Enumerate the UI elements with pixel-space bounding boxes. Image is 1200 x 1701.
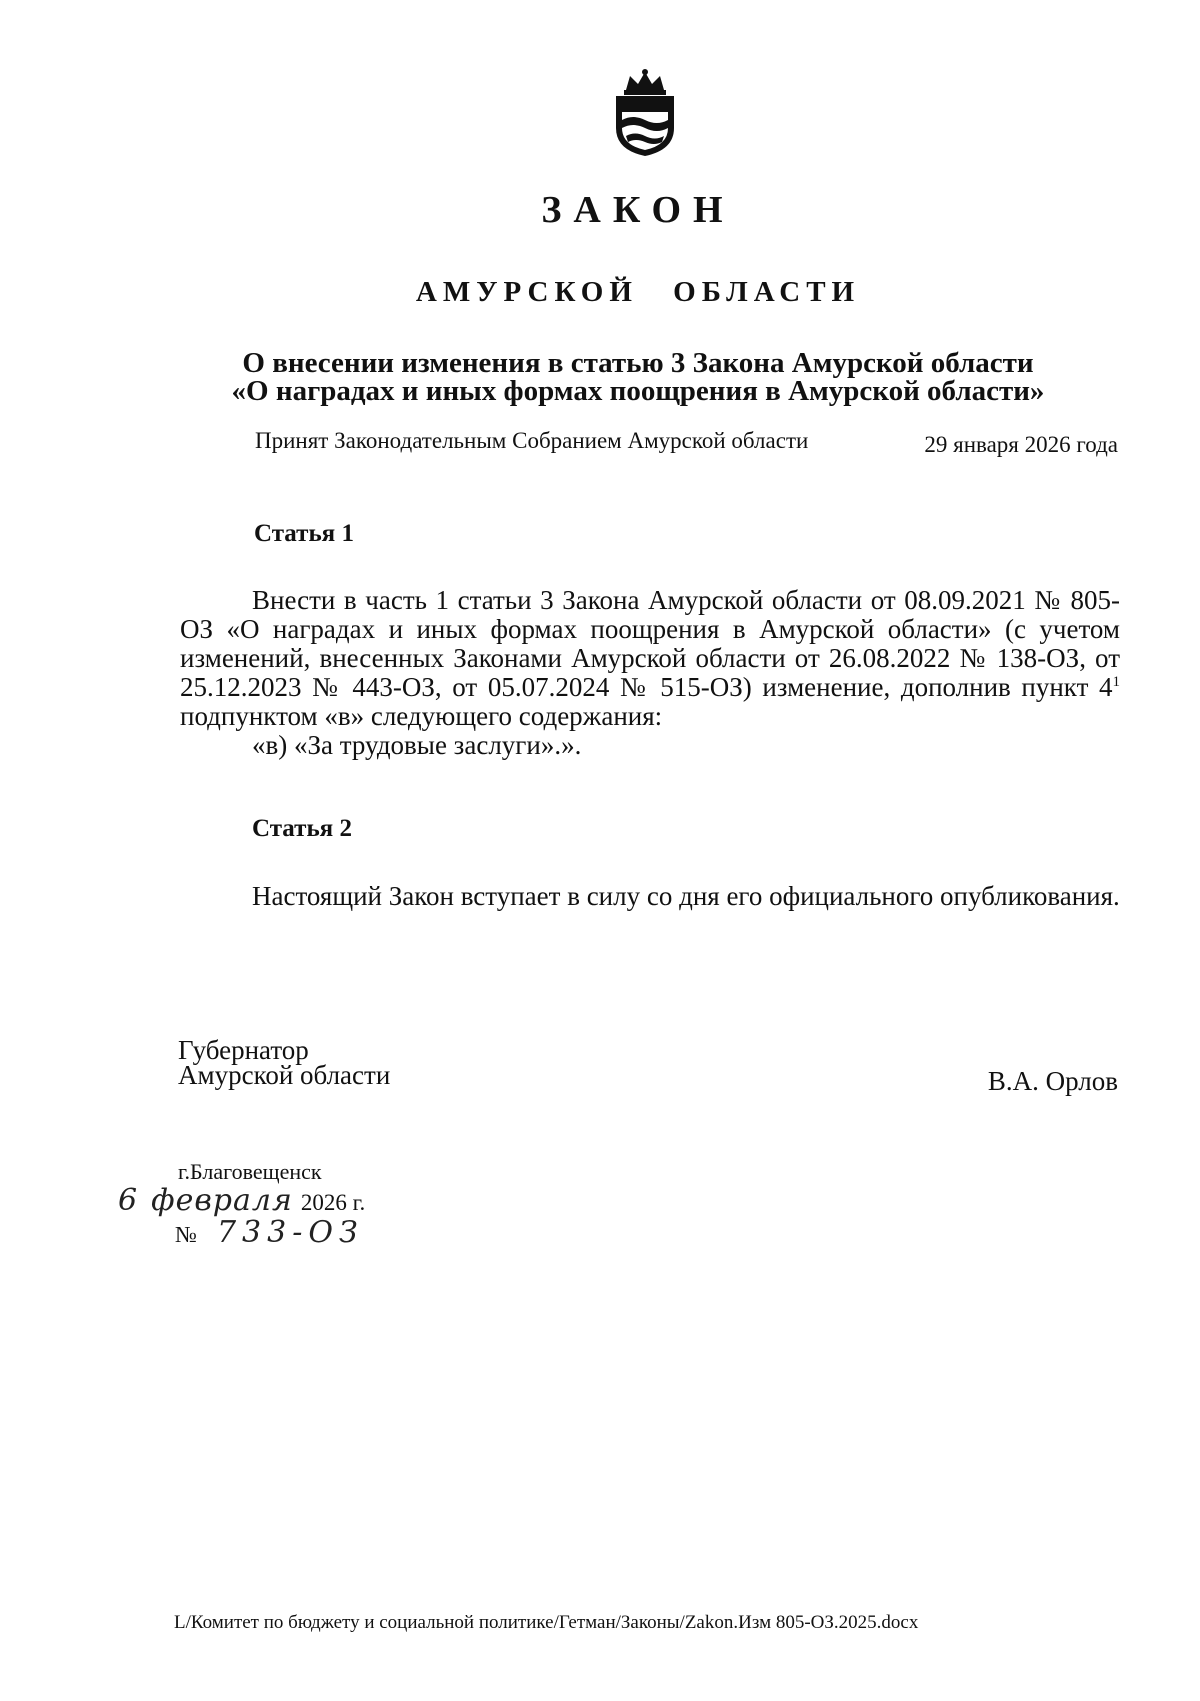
city-name: г.Благовещенск	[178, 1159, 322, 1184]
article-2-heading: Статья 2	[252, 815, 352, 842]
article-1-quote: «в) «За трудовые заслуги».».	[252, 730, 582, 760]
signatory-title-line-1: Губернатор	[178, 1035, 309, 1065]
article-1-body	[180, 586, 1120, 760]
article-1-superscript: 1	[1112, 674, 1120, 690]
signatory-title	[178, 1035, 391, 1090]
article-2-body	[180, 882, 1120, 911]
article-1-text-tail: подпунктом «в» следующего содержания:	[180, 701, 663, 731]
adoption-statement: Принят Законодательным Собранием Амурской области	[255, 428, 809, 453]
signing-year: 2026 г.	[300, 1190, 366, 1215]
adoption-date: 29 января 2026 года	[924, 432, 1118, 457]
article-1-paragraph	[180, 586, 1120, 731]
law-title	[0, 349, 1200, 405]
article-1-text: Внести в часть 1 статьи 3 Закона Амурской области от 08.09.2021 № 805-ОЗ «О наградах и иных формах поощрения в Амурской области» (с учетом изменений, внесенных Законами Амурской области от 26.08.2022 № 138-ОЗ, от 25.12.2023 № 443-ОЗ, от 05.07.2024 № 515-ОЗ) изменение, дополнив пункт 4	[180, 585, 1120, 702]
article-2-text: Настоящий Закон вступает в силу со дня его официального опубликования.	[252, 881, 1120, 911]
law-title-line-2: «О наградах и иных формах поощрения в Амурской области»	[231, 375, 1045, 407]
signing-date	[118, 1183, 365, 1218]
signatory-title-line-2: Амурской области	[178, 1060, 391, 1090]
signatory-name: В.А. Орлов	[987, 1066, 1118, 1096]
handwritten-month: февраля	[151, 1183, 293, 1218]
region-title: АМУРСКОЙ ОБЛАСТИ	[415, 276, 861, 308]
number-sign: №	[175, 1222, 197, 1247]
law-number	[175, 1215, 364, 1250]
handwritten-law-number: 733-ОЗ	[216, 1215, 364, 1250]
handwritten-day: 6	[118, 1183, 138, 1218]
law-title-line-1: О внесении изменения в статью 3 Закона Амурской области	[242, 347, 1034, 379]
document-type-title: ЗАКОН	[541, 189, 735, 231]
article-1-heading: Статья 1	[254, 520, 354, 547]
file-path-footer: L/Комитет по бюджету и социальной политике/Гетман/Законы/Zakon.Изм 805-ОЗ.2025.docx	[174, 1612, 919, 1633]
amur-oblast-coat-of-arms-icon	[602, 68, 688, 158]
